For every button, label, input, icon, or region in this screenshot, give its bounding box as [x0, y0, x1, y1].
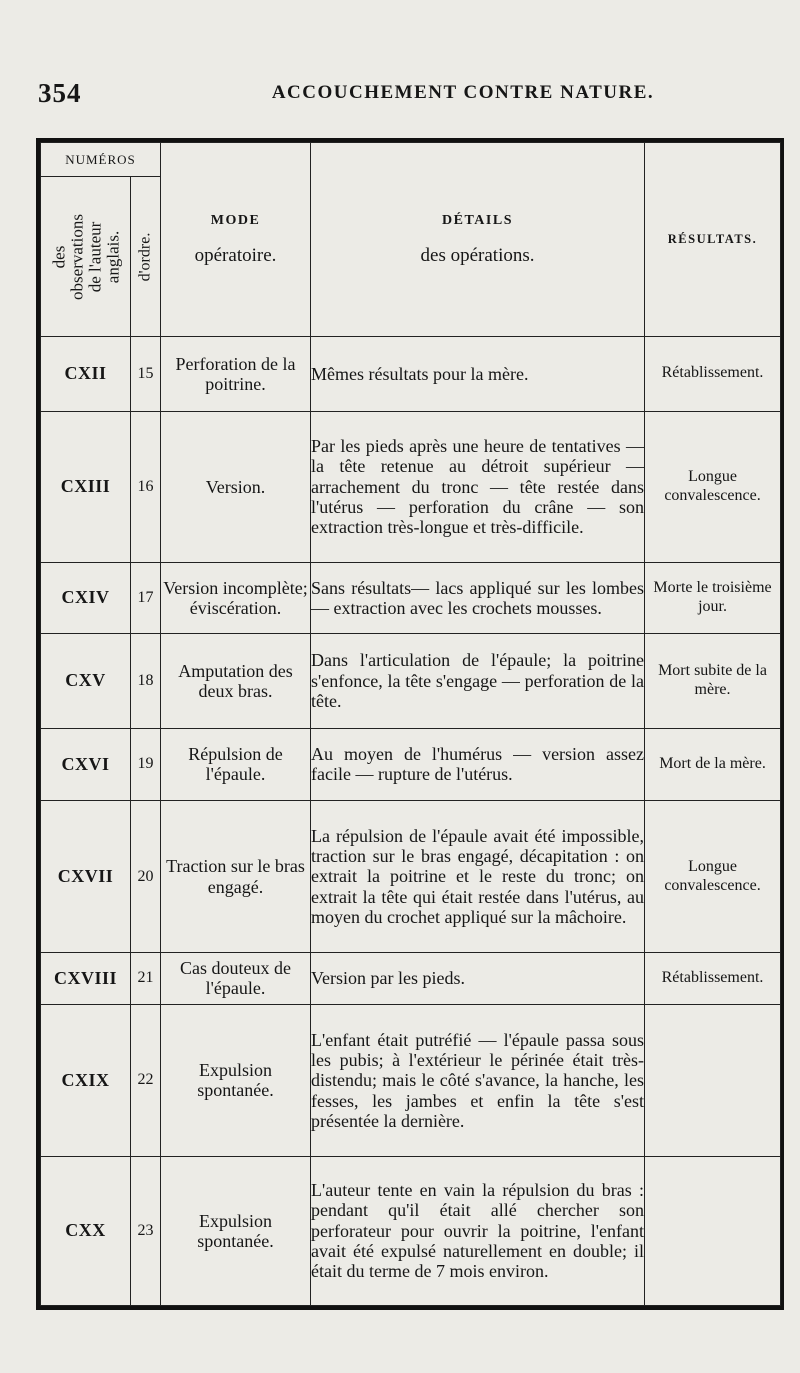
- table-row: [41, 563, 781, 634]
- table-row: [41, 1156, 781, 1305]
- result-cell: Mort de la mère.: [645, 728, 781, 801]
- details-cell: Dans l'articulation de l'épaule; la poitrine s'enfonce, la tête s'engage — perforation de la tête.: [311, 633, 645, 728]
- mode-cell: Expulsion spontanée.: [161, 1156, 311, 1305]
- details-header-title: DÉTAILS: [442, 212, 513, 228]
- table-row: [41, 633, 781, 728]
- details-cell: Sans résultats— lacs appliqué sur les lombes — extraction avec les crochets mousses.: [311, 563, 645, 634]
- result-cell: [645, 1156, 781, 1305]
- header-row-1: [41, 143, 781, 177]
- mode-cell: Traction sur le bras engagé.: [161, 801, 311, 952]
- details-cell: L'enfant était putréfié — l'épaule passa sous les pubis; à l'extérieur le périnée était très-distendu; mais le côté s'avance, la hanche, les fesses, les jambes et enfin la tête s'est présentée la dernière.: [311, 1005, 645, 1156]
- obs-number: CXIX: [41, 1005, 131, 1156]
- obs-number: CXVI: [41, 728, 131, 801]
- observations-header-line: de l'auteur: [84, 221, 104, 292]
- order-number: 17: [131, 563, 161, 634]
- details-cell: Au moyen de l'humérus — version assez facile — rupture de l'utérus.: [311, 728, 645, 801]
- details-cell: Mêmes résultats pour la mère.: [311, 337, 645, 412]
- details-cell: La répulsion de l'épaule avait été impossible, traction sur le bras engagé, décapitation : on extrait la poitrine et le reste du tronc; on extrait la tête qui était restée dans l'utérus, au moyen du crochet appliqué sur la mâchoire.: [311, 801, 645, 952]
- order-number: 23: [131, 1156, 161, 1305]
- mode-cell: Version incomplète; éviscération.: [161, 563, 311, 634]
- mode-cell: Amputation des deux bras.: [161, 633, 311, 728]
- details-cell: Version par les pieds.: [311, 952, 645, 1004]
- order-number: 20: [131, 801, 161, 952]
- page-header: [38, 78, 778, 112]
- details-cell: L'auteur tente en vain la répulsion du bras : pendant qu'il était allé chercher son perforateur pour ouvrir la poitrine, l'enfant avait été expulsé naturellement en double; il était du terme de 7 mois environ.: [311, 1156, 645, 1305]
- mode-cell: Perforation de la poitrine.: [161, 337, 311, 412]
- details-cell: Par les pieds après une heure de tentatives — la tête retenue au détroit supérieur — arrachement du tronc — tête restée dans l'utérus — perforation du crâne — son extraction très-longue et très-difficile.: [311, 411, 645, 562]
- order-number: 15: [131, 337, 161, 412]
- observations-header-line: anglais.: [102, 230, 122, 283]
- table-row: [41, 728, 781, 801]
- result-cell: Longue convalescence.: [645, 411, 781, 562]
- order-number: 18: [131, 633, 161, 728]
- mode-cell: Expulsion spontanée.: [161, 1005, 311, 1156]
- mode-cell: Répulsion de l'épaule.: [161, 728, 311, 801]
- page-number: 354: [38, 78, 82, 108]
- table-row: [41, 337, 781, 412]
- mode-header-sub: opératoire.: [194, 244, 277, 266]
- order-number: 16: [131, 411, 161, 562]
- ordre-header: [131, 177, 161, 337]
- order-number: 21: [131, 952, 161, 1004]
- result-cell: Morte le troisième jour.: [645, 563, 781, 634]
- details-header-sub: des opérations.: [420, 244, 535, 266]
- ordre-header-text: d'ordre.: [136, 232, 154, 281]
- result-cell: Mort subite de la mère.: [645, 633, 781, 728]
- result-cell: Rétablissement.: [645, 952, 781, 1004]
- observations-header-line: observations: [66, 213, 86, 300]
- observations-header: [41, 177, 131, 337]
- result-cell: [645, 1005, 781, 1156]
- obs-number: CXX: [41, 1156, 131, 1305]
- observations-table: [40, 142, 781, 1306]
- running-head: ACCOUCHEMENT CONTRE NATURE.: [271, 82, 655, 103]
- table-row: [41, 1005, 781, 1156]
- order-number: 22: [131, 1005, 161, 1156]
- table-row: [41, 801, 781, 952]
- details-header: [311, 143, 645, 337]
- order-number: 19: [131, 728, 161, 801]
- obs-number: CXVII: [41, 801, 131, 952]
- mode-header-title: MODE: [210, 212, 261, 228]
- table-row: [41, 411, 781, 562]
- observations-header-line: des: [48, 245, 68, 268]
- observations-header-text: [50, 214, 121, 300]
- obs-number: CXIII: [41, 411, 131, 562]
- mode-cell: Version.: [161, 411, 311, 562]
- result-cell: Rétablissement.: [645, 337, 781, 412]
- resultats-header: [645, 143, 781, 337]
- obs-number: CXII: [41, 337, 131, 412]
- mode-cell: Cas douteux de l'épaule.: [161, 952, 311, 1004]
- numeros-header: NUMÉROS: [41, 143, 161, 177]
- result-cell: Longue convalescence.: [645, 801, 781, 952]
- obs-number: CXIV: [41, 563, 131, 634]
- obs-number: CXVIII: [41, 952, 131, 1004]
- obs-number: CXV: [41, 633, 131, 728]
- table-row: [41, 952, 781, 1004]
- observations-table-frame: [36, 138, 784, 1310]
- mode-header: [161, 143, 311, 337]
- resultats-header-title: RÉSULTATS.: [667, 232, 758, 246]
